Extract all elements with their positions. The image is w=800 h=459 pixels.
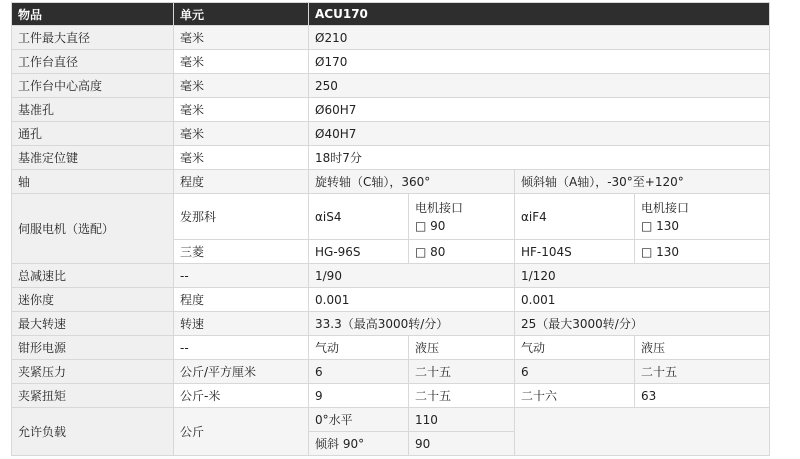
row-value: Ø40H7 xyxy=(309,122,770,146)
table-row-servo-fanuc xyxy=(12,194,770,240)
table-row xyxy=(12,122,770,146)
clamp-pressure-unit: 公斤/平方厘米 xyxy=(174,360,309,384)
servo-fanuc-motor2: αiF4 xyxy=(515,194,635,240)
mini-unit: 程度 xyxy=(174,288,309,312)
clamp-source-label: 钳形电源 xyxy=(12,336,174,360)
servo-fanuc-interface1 xyxy=(409,194,515,240)
table-row xyxy=(12,26,770,50)
clamp-source-a1: 气动 xyxy=(515,336,635,360)
table-row-mini xyxy=(12,288,770,312)
reduction-a: 1/120 xyxy=(515,264,770,288)
row-label: 工件最大直径 xyxy=(12,26,174,50)
servo-mitsubishi-interface2: □ 130 xyxy=(635,240,770,264)
table-row-load-horizontal xyxy=(12,408,770,432)
row-unit: 毫米 xyxy=(174,26,309,50)
clamp-torque-c2: 二十五 xyxy=(409,384,515,408)
clamp-pressure-a1: 6 xyxy=(515,360,635,384)
reduction-label: 总减速比 xyxy=(12,264,174,288)
row-value: 18时7分 xyxy=(309,146,770,170)
header-model: ACU170 xyxy=(309,3,770,26)
clamp-source-c2: 液压 xyxy=(409,336,515,360)
clamp-source-unit: -- xyxy=(174,336,309,360)
mini-label: 迷你度 xyxy=(12,288,174,312)
table-row-maxspeed xyxy=(12,312,770,336)
row-label: 基准定位键 xyxy=(12,146,174,170)
axis-unit: 程度 xyxy=(174,170,309,194)
clamp-torque-a1: 二十六 xyxy=(515,384,635,408)
clamp-torque-c1: 9 xyxy=(309,384,409,408)
mini-a: 0.001 xyxy=(515,288,770,312)
row-unit: 毫米 xyxy=(174,122,309,146)
row-value: Ø210 xyxy=(309,26,770,50)
interface-title: 电机接口 xyxy=(641,200,690,215)
clamp-pressure-label: 夹紧压力 xyxy=(12,360,174,384)
clamp-pressure-a2: 二十五 xyxy=(635,360,770,384)
header-item: 物品 xyxy=(12,3,174,26)
row-value: 250 xyxy=(309,74,770,98)
row-label: 基准孔 xyxy=(12,98,174,122)
table-row-axis xyxy=(12,170,770,194)
load-horizontal-label: 0°水平 xyxy=(309,408,409,432)
spec-table xyxy=(11,2,770,456)
interface-value: □ 130 xyxy=(641,218,680,233)
servo-fanuc-motor1: αiS4 xyxy=(309,194,409,240)
servo-mitsubishi-brand: 三菱 xyxy=(174,240,309,264)
load-tilt-label: 倾斜 90° xyxy=(309,432,409,456)
servo-mitsubishi-interface1: □ 80 xyxy=(409,240,515,264)
load-unit: 公斤 xyxy=(174,408,309,456)
table-row xyxy=(12,146,770,170)
load-label: 允许负载 xyxy=(12,408,174,456)
clamp-pressure-c1: 6 xyxy=(309,360,409,384)
interface-value: □ 90 xyxy=(415,218,446,233)
maxspeed-unit: 转速 xyxy=(174,312,309,336)
reduction-unit: -- xyxy=(174,264,309,288)
row-label: 工作台直径 xyxy=(12,50,174,74)
servo-fanuc-interface2 xyxy=(635,194,770,240)
table-row-clamp-pressure xyxy=(12,360,770,384)
header-unit: 单元 xyxy=(174,3,309,26)
servo-mitsubishi-motor1: HG-96S xyxy=(309,240,409,264)
load-horizontal-value: 110 xyxy=(409,408,515,432)
load-empty-cell xyxy=(515,408,770,456)
table-row xyxy=(12,98,770,122)
axis-label: 轴 xyxy=(12,170,174,194)
mini-c: 0.001 xyxy=(309,288,515,312)
row-label: 通孔 xyxy=(12,122,174,146)
row-unit: 毫米 xyxy=(174,98,309,122)
maxspeed-a: 25（最大3000转/分） xyxy=(515,312,770,336)
table-header-row xyxy=(12,3,770,26)
axis-tilt: 倾斜轴（A轴），-30°至+120° xyxy=(515,170,770,194)
table-row xyxy=(12,74,770,98)
load-tilt-value: 90 xyxy=(409,432,515,456)
row-unit: 毫米 xyxy=(174,146,309,170)
clamp-source-a2: 液压 xyxy=(635,336,770,360)
interface-title: 电机接口 xyxy=(415,200,464,215)
row-label: 工作台中心高度 xyxy=(12,74,174,98)
clamp-source-c1: 气动 xyxy=(309,336,409,360)
clamp-torque-a2: 63 xyxy=(635,384,770,408)
table-row-reduction xyxy=(12,264,770,288)
spec-table-wrapper xyxy=(11,2,770,456)
row-unit: 毫米 xyxy=(174,50,309,74)
table-row xyxy=(12,50,770,74)
row-value: Ø60H7 xyxy=(309,98,770,122)
row-value: Ø170 xyxy=(309,50,770,74)
servo-mitsubishi-motor2: HF-104S xyxy=(515,240,635,264)
reduction-c: 1/90 xyxy=(309,264,515,288)
maxspeed-c: 33.3（最高3000转/分） xyxy=(309,312,515,336)
axis-rotary: 旋转轴（C轴），360° xyxy=(309,170,515,194)
table-row-clamp-source xyxy=(12,336,770,360)
maxspeed-label: 最大转速 xyxy=(12,312,174,336)
clamp-pressure-c2: 二十五 xyxy=(409,360,515,384)
servo-fanuc-brand: 发那科 xyxy=(174,194,309,240)
servo-label: 伺服电机（选配） xyxy=(12,194,174,264)
clamp-torque-unit: 公斤-米 xyxy=(174,384,309,408)
table-row-clamp-torque xyxy=(12,384,770,408)
clamp-torque-label: 夹紧扭矩 xyxy=(12,384,174,408)
row-unit: 毫米 xyxy=(174,74,309,98)
